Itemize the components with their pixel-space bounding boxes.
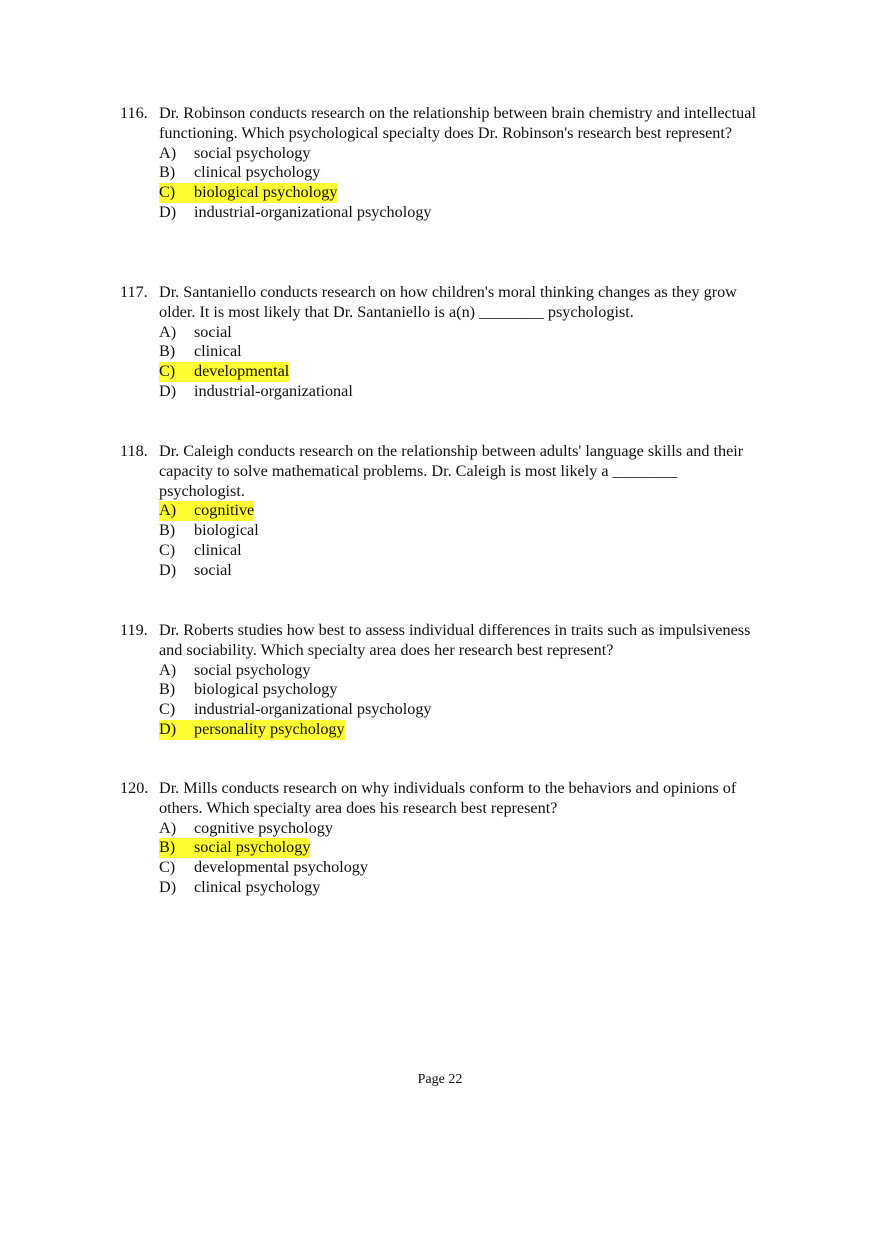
option-text: biological psychology: [194, 183, 338, 202]
answer-option-content: [159, 323, 232, 343]
question-119: [120, 621, 770, 740]
answer-option: [159, 661, 770, 681]
option-letter: D): [159, 381, 177, 400]
option-letter: A): [159, 501, 177, 520]
question-stem: Dr. Robinson conducts research on the relationship between brain chemistry and intellectual functioning. Which psychological specialty does Dr. Robinson's research best represent?: [159, 104, 756, 142]
answer-option-content: [159, 680, 337, 700]
answer-options: [159, 501, 770, 580]
option-letter: D): [159, 560, 177, 579]
correct-answer-highlight: [159, 183, 337, 203]
question-stem: Dr. Caleigh conducts research on the relationship between adults' language skills and their capacity to solve mathematical problems. Dr. Caleigh is most likely a ________ psychologist.: [159, 442, 744, 500]
option-letter: A): [159, 322, 177, 341]
answer-option: [159, 203, 770, 223]
option-text: biological psychology: [194, 680, 338, 699]
option-text: clinical psychology: [194, 877, 321, 896]
option-text: clinical: [194, 342, 242, 361]
answer-option-correct: [159, 362, 770, 382]
answer-option-content: [159, 878, 320, 898]
answer-option-content: [159, 382, 353, 402]
option-letter: D): [159, 877, 177, 896]
answer-option: [159, 858, 770, 878]
answer-option-correct: [159, 838, 770, 858]
answer-option-content: [159, 561, 232, 581]
option-text: biological: [194, 521, 259, 540]
answer-option: [159, 561, 770, 581]
answer-option-content: [159, 203, 432, 223]
question-number: 118.: [120, 442, 148, 460]
option-text: industrial-organizational: [194, 381, 353, 400]
option-letter: C): [159, 858, 176, 877]
answer-option: [159, 163, 770, 183]
option-text: social: [194, 322, 232, 341]
correct-answer-highlight: [159, 362, 289, 382]
option-letter: C): [159, 183, 176, 202]
option-letter: B): [159, 680, 176, 699]
option-text: personality psychology: [194, 719, 345, 738]
option-letter: D): [159, 719, 177, 738]
answer-option-content: [159, 521, 259, 541]
option-letter: A): [159, 818, 177, 837]
answer-option-correct: [159, 183, 770, 203]
question-stem: Dr. Santaniello conducts research on how children's moral thinking changes as they grow older. It is most likely that Dr. Santaniello is a(n) ________ psychologist.: [159, 283, 737, 321]
correct-answer-highlight: [159, 838, 310, 858]
option-letter: B): [159, 342, 176, 361]
answer-options: [159, 819, 770, 898]
option-text: social psychology: [194, 660, 311, 679]
option-text: social psychology: [194, 838, 311, 857]
answer-option-content: [159, 541, 242, 561]
correct-answer-highlight: [159, 720, 345, 740]
answer-option-correct: [159, 501, 770, 521]
answer-option: [159, 144, 770, 164]
answer-options: [159, 661, 770, 740]
option-text: developmental: [194, 362, 290, 381]
question-117: [120, 283, 770, 402]
option-text: clinical: [194, 540, 242, 559]
option-text: industrial-organizational psychology: [194, 700, 432, 719]
answer-option-content: [159, 858, 368, 878]
option-letter: C): [159, 700, 176, 719]
answer-option-correct: [159, 720, 770, 740]
answer-options: [159, 144, 770, 223]
option-text: developmental psychology: [194, 858, 368, 877]
option-letter: A): [159, 143, 177, 162]
correct-answer-highlight: [159, 501, 254, 521]
answer-option: [159, 878, 770, 898]
question-120: [120, 779, 770, 898]
answer-option: [159, 521, 770, 541]
option-text: cognitive psychology: [194, 818, 333, 837]
question-116: [120, 104, 770, 223]
answer-option: [159, 680, 770, 700]
question-number: 116.: [120, 104, 148, 122]
question-118: [120, 442, 770, 581]
question-number: 120.: [120, 779, 149, 797]
option-text: social psychology: [194, 143, 311, 162]
question-stem: Dr. Roberts studies how best to assess individual differences in traits such as impulsiveness and sociability. Which specialty area does her research best represent?: [159, 621, 751, 659]
answer-option: [159, 342, 770, 362]
option-letter: B): [159, 838, 176, 857]
question-number: 117.: [120, 283, 148, 301]
option-text: cognitive: [194, 501, 255, 520]
question-stem: Dr. Mills conducts research on why individuals conform to the behaviors and opinions of others. Which specialty area does his research best represent?: [159, 779, 737, 817]
answer-option: [159, 323, 770, 343]
answer-option: [159, 541, 770, 561]
option-text: clinical psychology: [194, 163, 321, 182]
answer-option: [159, 382, 770, 402]
option-letter: D): [159, 202, 177, 221]
option-letter: C): [159, 362, 176, 381]
answer-option: [159, 819, 770, 839]
answer-options: [159, 323, 770, 402]
answer-option-content: [159, 342, 242, 362]
answer-option: [159, 700, 770, 720]
option-letter: A): [159, 660, 177, 679]
answer-option-content: [159, 661, 310, 681]
answer-option-content: [159, 819, 333, 839]
answer-option-content: [159, 700, 432, 720]
option-text: social: [194, 560, 232, 579]
question-number: 119.: [120, 621, 148, 639]
answer-option-content: [159, 144, 310, 164]
option-text: industrial-organizational psychology: [194, 202, 432, 221]
option-letter: B): [159, 163, 176, 182]
answer-option-content: [159, 163, 320, 183]
option-letter: C): [159, 540, 176, 559]
option-letter: B): [159, 521, 176, 540]
page-number: Page 22: [417, 1072, 463, 1087]
